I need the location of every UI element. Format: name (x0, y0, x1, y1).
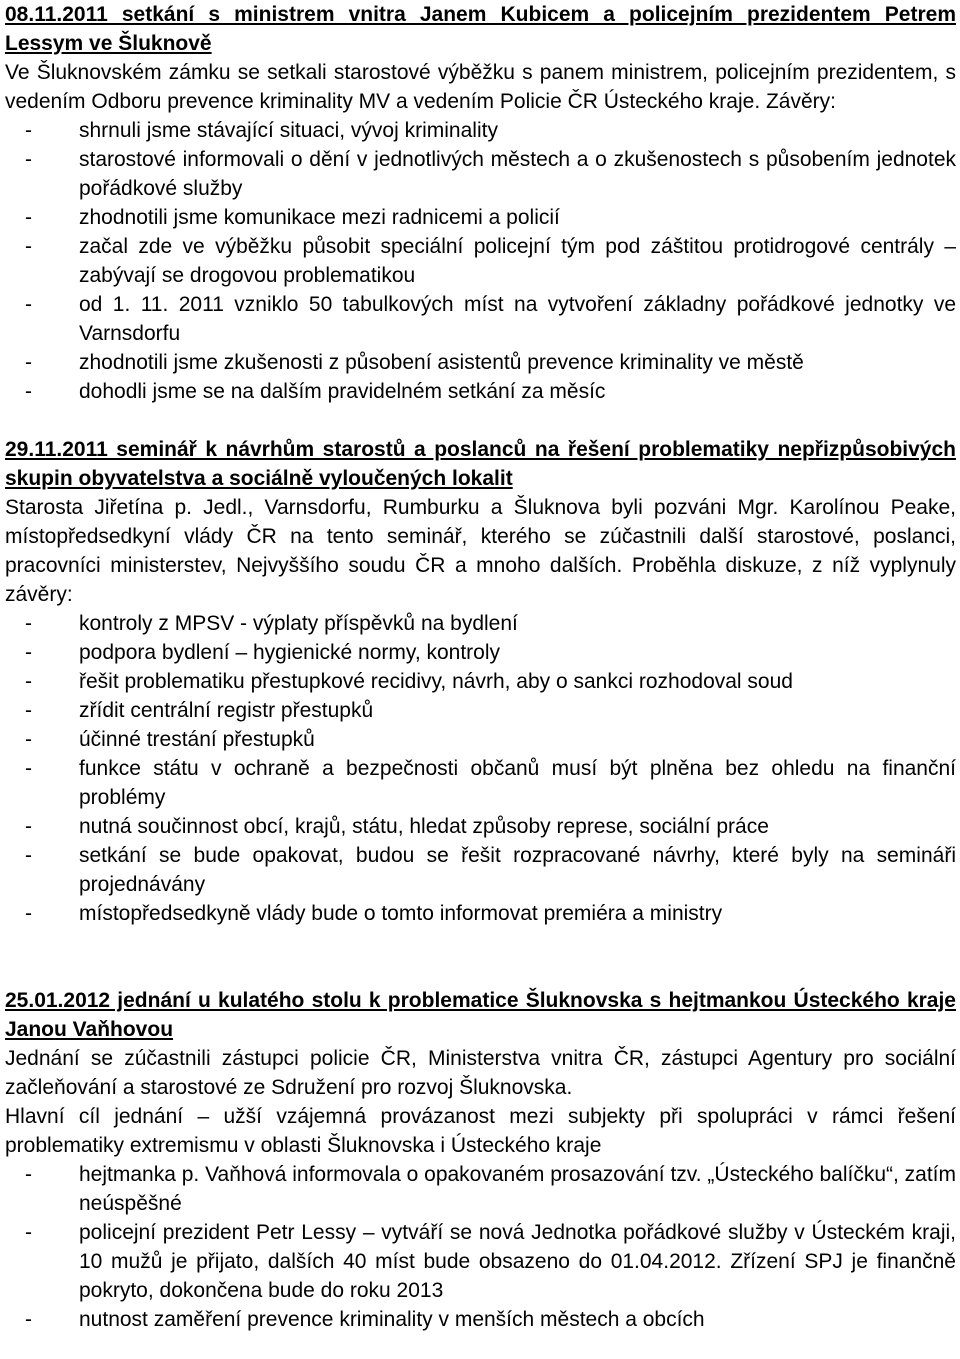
section-heading: 29.11.2011 seminář k návrhům starostů a poslanců na řešení problematiky nepřizpůsobivých skupin obyvatelstva a sociálně vyloučených lokalit (5, 438, 956, 490)
section-seminar (5, 435, 956, 928)
list-item: - policejní prezident Petr Lessy – vytváří se nová Jednotka pořádkové služby v Ústeckém kraji, 10 mužů je přijato, dalších 40 míst bude obsazeno do 01.04.2012. Zřízení SPJ je finančně pokryto, dokončena bude do roku 2013 (5, 1218, 956, 1305)
conclusions-list (5, 116, 956, 406)
conclusions-list (5, 1160, 956, 1334)
section-paragraph: Jednání se zúčastnili zástupci policie ČR, Ministerstva vnitra ČR, zástupci Agentury pro sociální začleňování a starostové ze Sdružení pro rozvoj Šluknovska. (5, 1047, 956, 1099)
list-item: - zřídit centrální registr přestupků (5, 696, 956, 725)
section-round-table (5, 986, 956, 1334)
list-item: - dohodli jsme se na dalším pravidelném setkání za měsíc (5, 377, 956, 406)
list-item: - místopředsedkyně vlády bude o tomto informovat premiéra a ministry (5, 899, 956, 928)
list-item: - účinné trestání přestupků (5, 725, 956, 754)
spacer (5, 406, 956, 435)
section-paragraph: Hlavní cíl jednání – užší vzájemná provázanost mezi subjekty při spolupráci v rámci řešení problematiky extremismu v oblasti Šluknovska i Ústeckého kraje (5, 1105, 956, 1157)
section-meeting-minister (5, 0, 956, 406)
list-item: - shrnuli jsme stávající situaci, vývoj kriminality (5, 116, 956, 145)
list-item: - kontroly z MPSV - výplaty příspěvků na bydlení (5, 609, 956, 638)
list-item: - zhodnotili jsme zkušenosti z působení asistentů prevence kriminality ve městě (5, 348, 956, 377)
conclusions-list (5, 609, 956, 928)
list-item: - funkce státu v ochraně a bezpečnosti občanů musí být plněna bez ohledu na finanční problémy (5, 754, 956, 812)
list-item: - podpora bydlení – hygienické normy, kontroly (5, 638, 956, 667)
list-item: - setkání se bude opakovat, budou se řešit rozpracované návrhy, které byly na semináři projednávány (5, 841, 956, 899)
list-item: - od 1. 11. 2011 vzniklo 50 tabulkových míst na vytvoření základny pořádkové jednotky ve Varnsdorfu (5, 290, 956, 348)
spacer (5, 928, 956, 986)
list-item: - řešit problematiku přestupkové recidivy, návrh, aby o sankci rozhodoval soud (5, 667, 956, 696)
section-paragraph: Starosta Jiřetína p. Jedl., Varnsdorfu, Rumburku a Šluknova byli pozváni Mgr. Karolínou Peake, místopředsedkyní vlády ČR na tento seminář, kterého se zúčastnili další starostové, poslanci, pracovníci ministerstev, Nejvyššího soudu ČR a mnoho dalších. Proběhla diskuze, z níž vyplynuly závěry: (5, 496, 956, 606)
list-item: - začal zde ve výběžku působit speciální policejní tým pod záštitou protidrogové centrály – zabývají se drogovou problematikou (5, 232, 956, 290)
list-item: - nutnost zaměření prevence kriminality v menších městech a obcích (5, 1305, 956, 1334)
section-heading: 25.01.2012 jednání u kulatého stolu k problematice Šluknovska s hejtmankou Ústeckého kraje Janou Vaňhovou (5, 989, 956, 1041)
section-paragraph: Ve Šluknovském zámku se setkali starostové výběžku s panem ministrem, policejním prezidentem, s vedením Odboru prevence kriminality MV a vedením Policie ČR Ústeckého kraje. Závěry: (5, 61, 956, 113)
list-item: - nutná součinnost obcí, krajů, státu, hledat způsoby represe, sociální práce (5, 812, 956, 841)
list-item: - zhodnotili jsme komunikace mezi radnicemi a policií (5, 203, 956, 232)
list-item: - hejtmanka p. Vaňhová informovala o opakovaném prosazování tzv. „Ústeckého balíčku“, zatím neúspěšné (5, 1160, 956, 1218)
section-heading: 08.11.2011 setkání s ministrem vnitra Janem Kubicem a policejním prezidentem Petrem Lessym ve Šluknově (5, 3, 956, 55)
list-item: - starostové informovali o dění v jednotlivých městech a o zkušenostech s působením jednotek pořádkové služby (5, 145, 956, 203)
